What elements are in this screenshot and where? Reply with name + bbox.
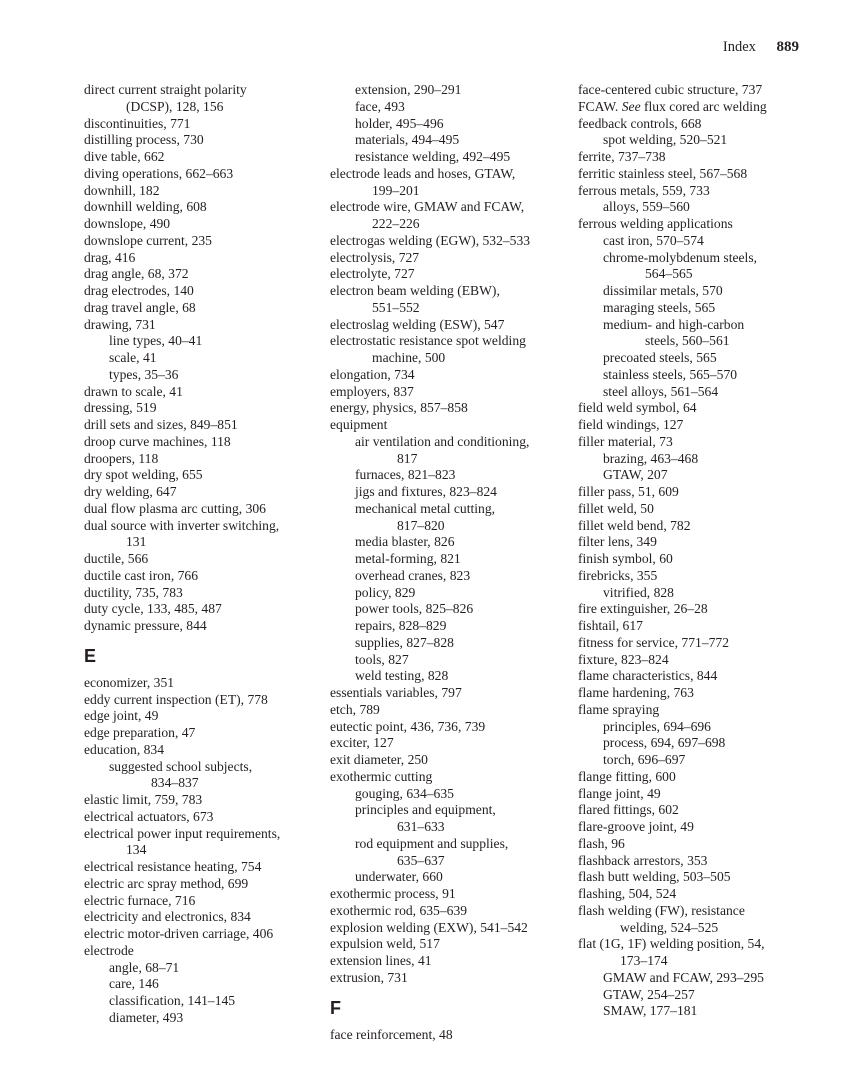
section-letter-heading: F [330,997,341,1018]
index-subentry: GTAW, 207 [603,467,668,483]
index-entry: FCAW. See flux cored arc welding [578,98,767,114]
index-entry: electrical resistance heating, 754 [84,859,262,874]
index-entry: flame characteristics, 844 [578,668,718,684]
index-entry: flashing, 504, 524 [578,886,677,901]
index-subentry: suggested school subjects, [109,758,253,774]
index-subentry-continuation: 817–820 [397,517,445,533]
index-entry: flame hardening, 763 [578,685,694,700]
index-entry-continuation: 222–226 [372,216,420,231]
index-entry: drag electrodes, 140 [84,283,194,298]
index-entry: dive table, 662 [84,149,165,164]
index-entry: electroslag welding (ESW), 547 [330,316,505,332]
index-entry: electric furnace, 716 [84,892,196,908]
index-entry: distilling process, 730 [84,132,204,148]
index-entry: flash, 96 [578,835,625,851]
index-entry: fixture, 823–824 [578,651,669,667]
index-entry-continuation: (DCSP), 128, 156 [126,98,224,114]
index-entry: drag travel angle, 68 [84,299,196,315]
index-entry: electrical actuators, 673 [84,808,214,824]
index-entry: exciter, 127 [330,735,394,751]
index-subentry: air ventilation and conditioning, [355,433,530,449]
index-entry: direct current straight polarity [84,82,247,97]
index-entry: exothermic rod, 635–639 [330,902,468,918]
index-subentry: overhead cranes, 823 [355,567,471,583]
index-entry: flash butt welding, 503–505 [578,869,731,885]
index-subentry: underwater, 660 [355,869,443,885]
index-subentry: metal-forming, 821 [355,551,461,566]
index-subentry: scale, 41 [109,350,157,365]
index-entry: dry spot welding, 655 [84,467,203,483]
index-entry-continuation: 199–201 [372,182,420,198]
index-entry: flared fittings, 602 [578,802,679,818]
page-number: 889 [776,39,799,55]
index-entry: economizer, 351 [84,674,175,690]
index-entry: field windings, 127 [578,417,684,432]
index-entry: extrusion, 731 [330,969,408,985]
index-entry: downhill, 182 [84,182,160,198]
index-entry: employers, 837 [330,383,414,399]
index-entry-continuation: 173–174 [620,953,668,968]
index-subentry: resistance welding, 492–495 [355,149,511,164]
index-entry: firebricks, 355 [578,567,658,583]
index-entry: electric arc spray method, 699 [84,875,249,891]
running-head [723,38,799,56]
index-subentry: extension, 290–291 [355,82,462,97]
index-entry: filler pass, 51, 609 [578,484,679,499]
index-entry: ferrite, 737–738 [578,149,666,164]
see-reference: See [621,98,641,114]
index-subentry: SMAW, 177–181 [603,1003,698,1019]
index-entry: electrolyte, 727 [330,266,415,282]
index-subentry-continuation: 631–633 [397,819,445,834]
index-subentry: chrome-molybdenum steels, [603,249,758,265]
index-subentry: power tools, 825–826 [355,601,474,617]
index-entry-continuation: machine, 500 [372,350,446,365]
index-entry: flat (1G, 1F) welding position, 54, [578,936,765,952]
index-subentry: GTAW, 254–257 [603,986,695,1002]
index-subentry: gouging, 634–635 [355,785,454,801]
index-entry: essentials variables, 797 [330,685,462,700]
index-entry: fillet weld bend, 782 [578,517,691,533]
index-entry: dual source with inverter switching, [84,517,280,533]
index-subentry: maraging steels, 565 [603,299,716,315]
index-subentry: classification, 141–145 [109,993,236,1008]
index-subentry-continuation: steels, 560–561 [645,333,730,349]
index-entry: ductility, 735, 783 [84,584,183,600]
index-subentry: spot welding, 520–521 [603,132,728,148]
index-entry: filler material, 73 [578,433,673,449]
index-entry: downslope current, 235 [84,232,212,248]
index-entry: electric motor-driven carriage, 406 [84,926,274,941]
index-entry: drill sets and sizes, 849–851 [84,417,238,432]
index-entry: finish symbol, 60 [578,551,673,566]
index-entry: electrolysis, 727 [330,249,420,265]
index-entry: field weld symbol, 64 [578,400,697,416]
index-entry: fitness for service, 771–772 [578,634,730,650]
index-subentry: cast iron, 570–574 [603,232,704,248]
index-entry: edge preparation, 47 [84,725,196,740]
index-entry: downslope, 490 [84,216,171,231]
index-entry: electrogas welding (EGW), 532–533 [330,232,531,248]
index-entry: electrode wire, GMAW and FCAW, [330,199,525,215]
index-subentry-continuation: 834–837 [151,775,199,791]
index-entry: education, 834 [84,741,165,757]
index-entry-continuation: 551–552 [372,299,420,315]
index-entry: feedback controls, 668 [578,115,702,131]
index-subentry-continuation: 564–565 [645,266,693,282]
index-entry: flash welding (FW), resistance [578,902,745,918]
index-entry: droop curve machines, 118 [84,433,231,449]
index-subentry: holder, 495–496 [355,115,444,131]
index-subentry: care, 146 [109,976,159,992]
index-entry: elongation, 734 [330,366,415,382]
index-entry: fire extinguisher, 26–28 [578,601,708,617]
index-entry: diving operations, 662–663 [84,165,234,181]
index-entry-continuation: 134 [126,842,147,858]
index-entry: extension lines, 41 [330,953,432,968]
index-entry: fishtail, 617 [578,618,643,633]
index-subentry: principles and equipment, [355,802,496,818]
index-entry: ductile, 566 [84,551,149,566]
index-subentry: rod equipment and supplies, [355,835,509,851]
index-subentry: torch, 696–697 [603,752,686,767]
index-entry: drawn to scale, 41 [84,383,183,399]
index-entry: equipment [330,417,388,432]
index-subentry: stainless steels, 565–570 [603,366,738,382]
index-entry: drag, 416 [84,249,136,265]
index-entry: ferrous metals, 559, 733 [578,182,710,198]
index-entry: face reinforcement, 48 [330,1026,453,1042]
index-entry: dynamic pressure, 844 [84,618,207,633]
index-subentry: weld testing, 828 [355,668,449,684]
index-entry: flashback arrestors, 353 [578,852,708,868]
index-entry: filter lens, 349 [578,534,657,550]
index-entry: drawing, 731 [84,316,156,332]
index-subentry: brazing, 463–468 [603,450,699,466]
index-entry: electron beam welding (EBW), [330,283,500,298]
index-entry: explosion welding (EXW), 541–542 [330,919,528,935]
index-subentry: principles, 694–696 [603,718,711,734]
index-entry: discontinuities, 771 [84,115,191,131]
index-subentry: diameter, 493 [109,1009,184,1025]
index-entry: flare-groove joint, 49 [578,819,694,834]
index-entry: dry welding, 647 [84,484,177,499]
index-subentry: precoated steels, 565 [603,350,717,365]
index-entry: exit diameter, 250 [330,752,428,767]
index-entry: dual flow plasma arc cutting, 306 [84,500,266,516]
index-entry: flame spraying [578,701,660,717]
index-column-3 [578,82,828,1020]
index-subentry: alloys, 559–560 [603,199,690,215]
index-column-1 [84,82,324,1027]
index-entry: duty cycle, 133, 485, 487 [84,601,222,617]
index-subentry: vitrified, 828 [603,584,674,600]
index-entry: exothermic process, 91 [330,886,456,901]
index-column-2 [330,82,570,1043]
index-entry: downhill welding, 608 [84,199,207,215]
index-subentry-continuation: 635–637 [397,852,445,868]
index-subentry: process, 694, 697–698 [603,735,726,751]
index-subentry: media blaster, 826 [355,534,455,550]
index-subentry: jigs and fixtures, 823–824 [355,484,497,499]
index-entry: dressing, 519 [84,400,157,416]
index-entry: eddy current inspection (ET), 778 [84,691,268,707]
index-entry: etch, 789 [330,701,380,717]
index-subentry: materials, 494–495 [355,132,460,148]
index-entry: electrostatic resistance spot welding [330,333,526,349]
index-entry: ferrous welding applications [578,216,733,231]
index-entry: electrode [84,942,134,958]
running-head-label: Index [722,39,756,55]
section-letter-heading: E [84,645,97,666]
index-subentry: steel alloys, 561–564 [603,383,719,399]
index-entry: flange fitting, 600 [578,768,676,784]
index-entry: exothermic cutting [330,768,433,784]
index-subentry: policy, 829 [355,584,416,600]
index-subentry: mechanical metal cutting, [355,500,496,516]
index-entry: ferritic stainless steel, 567–568 [578,165,748,181]
index-subentry: dissimilar metals, 570 [603,283,723,298]
index-entry: drag angle, 68, 372 [84,266,189,282]
index-entry: face-centered cubic structure, 737 [578,82,763,97]
index-subentry: face, 493 [355,98,405,114]
index-entry: fillet weld, 50 [578,500,654,516]
index-entry: edge joint, 49 [84,708,159,724]
index-subentry: types, 35–36 [109,366,179,382]
index-subentry: angle, 68–71 [109,959,180,975]
index-entry: ductile cast iron, 766 [84,567,199,583]
index-subentry: line types, 40–41 [109,333,203,349]
index-entry: eutectic point, 436, 736, 739 [330,718,486,734]
index-subentry: medium- and high-carbon [603,316,745,332]
index-entry: electrode leads and hoses, GTAW, [330,165,516,181]
index-entry-continuation: 131 [126,534,147,550]
index-subentry: repairs, 828–829 [355,618,447,633]
index-entry: flange joint, 49 [578,785,661,801]
index-subentry-continuation: 817 [397,450,418,466]
index-entry: expulsion weld, 517 [330,936,440,952]
index-subentry: GMAW and FCAW, 293–295 [603,969,764,985]
index-entry: electrical power input requirements, [84,825,281,841]
index-entry: energy, physics, 857–858 [330,400,468,416]
index-entry: electricity and electronics, 834 [84,909,251,925]
index-subentry: tools, 827 [355,651,409,667]
index-subentry: furnaces, 821–823 [355,467,456,483]
index-entry-continuation: welding, 524–525 [620,919,719,935]
index-entry: droopers, 118 [84,450,159,466]
index-subentry: supplies, 827–828 [355,634,454,650]
index-entry: elastic limit, 759, 783 [84,792,203,807]
